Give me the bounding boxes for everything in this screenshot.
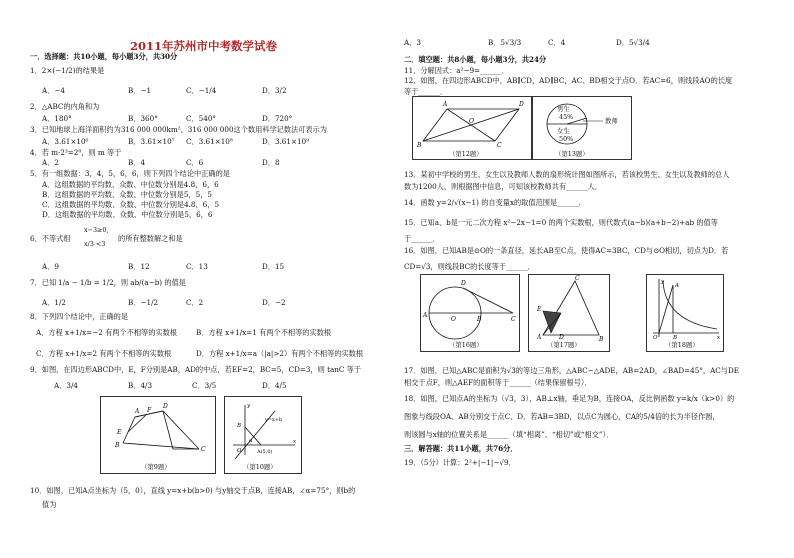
- svg-text:O: O: [469, 118, 474, 125]
- svg-text:C: C: [201, 446, 206, 453]
- question-16-line-1: 16．如图，已知AB是⊙O的一条直径，延长AB至C点，使得AC=3BC，CD与⊙O相切，切点为D．若: [404, 246, 729, 255]
- svg-text:O: O: [237, 448, 242, 454]
- question-12-line-1: 12．如图，在四边形ABCD中，AB∥CD，AD∥BC，AC、BD相交于点O．若AC=6，则线段AO的长度: [404, 76, 733, 85]
- figure-16-frame: [420, 274, 520, 352]
- section-1-heading: 一．选择题：共10小题，每小题3分，共30分: [30, 52, 178, 61]
- q6-option-c: C．13: [186, 262, 208, 271]
- pie-pct-girls: 50%: [559, 135, 574, 143]
- question-18-line-2: 图象与线段OA、AB分别交于点C、D．若AB=3BD，以点C为圆心，CA的5/4倍的长为半径作圆，: [404, 412, 720, 421]
- q4-option-c: C．6: [186, 158, 204, 167]
- svg-text:A: A: [537, 334, 542, 341]
- q3-option-d: D．3.61×10⁹: [262, 137, 310, 146]
- figure-16-caption: （第16题）: [449, 341, 483, 349]
- q10-option-b: B．5√3/3: [488, 38, 522, 47]
- question-14: 14．函数 y=2/√(x−1) 的自变量x的取值范围是______．: [404, 198, 586, 207]
- question-4: 4．若 m·2³=2⁸，则 m 等于: [30, 148, 122, 157]
- q7-option-d: D．−2: [262, 298, 286, 307]
- q8-option-c: C．方程 x+1/x=2 有两个不相等的实数根: [36, 349, 172, 358]
- figure-10-frame: [224, 396, 302, 474]
- svg-text:y: y: [247, 403, 251, 409]
- q6-inequality-2: x/3 <3: [84, 240, 106, 248]
- svg-text:E: E: [117, 429, 122, 436]
- q3-option-a: A．3.61×10⁶: [42, 137, 89, 146]
- svg-text:x: x: [293, 439, 297, 445]
- q1-option-b: B．−1: [128, 86, 152, 95]
- question-10-line-2: 值为: [42, 500, 57, 509]
- svg-text:O: O: [451, 316, 456, 323]
- svg-text:A(5,0): A(5,0): [257, 449, 273, 455]
- q1-option-c: C．−1/4: [186, 86, 217, 95]
- question-2: 2．△ABC的内角和为: [30, 102, 100, 111]
- q9-option-b: B．4/3: [128, 381, 153, 390]
- svg-text:y: y: [661, 279, 665, 285]
- q6-option-d: D．15: [262, 262, 285, 271]
- q4-option-a: A．2: [42, 158, 59, 167]
- q6-option-b: B．12: [128, 262, 150, 271]
- figure-17-frame: [528, 274, 610, 352]
- question-6: 6．不等式组: [30, 234, 71, 243]
- figure-17-caption: （第17题）: [547, 341, 581, 349]
- q5-option-d: D．这组数据的平均数、众数、中位数分别是5，6，6: [42, 210, 213, 219]
- svg-text:B: B: [115, 442, 120, 449]
- svg-text:A: A: [135, 408, 140, 415]
- q1-option-a: A．−4: [42, 86, 65, 95]
- svg-text:C: C: [575, 275, 580, 282]
- figure-9-quadrilateral: [101, 397, 215, 473]
- q9-option-c: C．3/5: [192, 381, 217, 390]
- svg-text:E: E: [537, 306, 542, 313]
- svg-text:B: B: [673, 335, 678, 341]
- svg-text:B: B: [599, 336, 604, 343]
- q6-tail: 的所有整数解之和是: [118, 234, 183, 243]
- q7-option-b: B．−1/2: [128, 298, 159, 307]
- figure-13-caption: （第13题）: [555, 150, 589, 158]
- svg-text:y=x+b: y=x+b: [265, 417, 283, 423]
- question-15-line-1: 15．已知a、b是一元二次方程 x²−2x−1=0 的两个实数根，则代数式(a−b)(a+b−2)+ab 的值等: [404, 218, 718, 227]
- q8-option-b: B．方程 x+1/x=1 有两个不相等的实数根: [196, 328, 332, 337]
- figure-10-coordinate-plot: [225, 397, 301, 473]
- q1-option-d: D．3/2: [262, 86, 287, 95]
- svg-text:O: O: [653, 335, 658, 341]
- figure-10-caption: （第10题）: [243, 463, 277, 471]
- figure-16-circle-tangent: [421, 275, 519, 351]
- question-9: 9．如图，在四边形ABCD中，E，F分别是AB，AD的中点，若EF=2，BC=5，CD=3，则 tanC 等于: [30, 365, 362, 374]
- pie-label-boys: 男生: [557, 105, 570, 113]
- question-11: 11．分解因式：a²−9=______．: [404, 66, 509, 75]
- q7-option-a: A．1/2: [42, 298, 66, 307]
- question-12-line-2: 等于______．: [404, 87, 448, 96]
- figure-12-frame: [412, 96, 532, 160]
- svg-text:A: A: [675, 283, 679, 289]
- question-13-line-2: 数为1200人，则根据图中信息，可知该校教师共有______人．: [404, 182, 602, 191]
- question-16-line-2: CD=√3，则线段BC的长度等于______．: [404, 262, 535, 271]
- q4-option-d: D．8: [262, 158, 280, 167]
- q9-option-d: D．4/5: [262, 381, 287, 390]
- svg-text:D: D: [163, 403, 168, 410]
- q6-option-a: A．9: [42, 262, 59, 271]
- svg-text:B: B: [417, 142, 422, 149]
- section-2-heading: 二．填空题：共8小题，每小题3分，共24分: [404, 55, 547, 64]
- svg-text:α: α: [249, 438, 253, 444]
- pie-label-teachers: 教师: [605, 117, 618, 125]
- q10-option-c: C．4: [548, 38, 566, 47]
- q9-option-a: A．3/4: [54, 381, 78, 390]
- question-15-line-2: 于______．: [404, 234, 440, 243]
- q5-option-b: B．这组数据的平均数、众数、中位数分别是5，5，5: [42, 190, 212, 199]
- question-3: 3．已知地球上海洋面积约为316 000 000km²，316 000 000这个数用科学记数法可表示为: [30, 125, 327, 134]
- figure-18-frame: [646, 274, 724, 352]
- pie-pct-boys: 45%: [559, 113, 574, 121]
- question-19: 19．（5分）计算：2²+|−1|−√9．: [404, 458, 516, 467]
- section-3-heading: 三．解答题：共11小题，共76分．: [404, 444, 518, 453]
- q8-option-d: D．方程 x+1/x=a（|a|>2）有两个不相等的实数根: [196, 349, 364, 358]
- q7-option-c: C．2: [186, 298, 204, 307]
- figure-9-caption: （第9题）: [141, 463, 171, 471]
- q10-option-d: D．5√3/4: [616, 38, 650, 47]
- question-18-line-3: 则该圆与x轴的位置关系是______（填“相离”、“相切”或“相交”）．: [404, 430, 614, 439]
- question-18-line-1: 18．如图，已知点A的坐标为（√3，3），AB⊥x轴，垂足为B，连接OA，反比例函数 y=k/x（k>0）的: [404, 394, 735, 403]
- q6-inequality-1: x−3≥0,: [84, 226, 109, 234]
- question-5: 5．有一组数据：3，4，5，6，6，则下列四个结论中正确的是: [30, 169, 230, 178]
- figure-17-triangles: [529, 275, 609, 351]
- pie-label-girls: 女生: [557, 127, 570, 135]
- svg-text:B: B: [477, 316, 482, 323]
- q3-option-c: C．3.61×10⁸: [186, 137, 233, 146]
- question-1: 1．2×(−1/2)的结果是: [30, 66, 105, 75]
- svg-text:A: A: [443, 101, 448, 108]
- figure-9-frame: [100, 396, 216, 474]
- q2-option-c: C．540°: [186, 114, 216, 123]
- q3-option-b: B．3.61×10⁷: [128, 137, 175, 146]
- q2-option-b: B．360°: [128, 114, 158, 123]
- svg-text:A: A: [423, 312, 428, 319]
- svg-text:D: D: [559, 334, 564, 341]
- figure-12-caption: （第12题）: [449, 150, 483, 158]
- figure-18-hyperbola: [647, 275, 723, 351]
- q2-option-a: A．180°: [42, 114, 72, 123]
- question-8: 8．下列四个结论中，正确的是: [30, 312, 129, 321]
- question-7: 7．已知: [30, 278, 57, 287]
- q8-option-a: A．方程 x+1/x=−2 有两个不相等的实数根: [36, 328, 177, 337]
- figure-13-frame: [532, 96, 632, 160]
- svg-text:D: D: [519, 101, 524, 108]
- page-title: 2011年苏州市中考数学试卷: [130, 39, 278, 53]
- q4-option-b: B．4: [128, 158, 146, 167]
- q5-option-c: C．这组数据的平均数、众数、中位数分别是4.8，6，5: [42, 200, 220, 209]
- q7-equation: 1/a − 1/b = 1/2，则 ab/(a−b) 的值是: [58, 278, 186, 287]
- svg-text:B: B: [237, 423, 242, 429]
- question-10-line-1: 10．如图，已知A点坐标为（5，0），直线 y=x+b(b>0) 与y轴交于点B，连接AB，∠α=75°，则b的: [30, 486, 356, 495]
- svg-text:C: C: [511, 316, 516, 323]
- svg-text:x: x: [717, 335, 721, 341]
- svg-text:C: C: [497, 142, 502, 149]
- question-17-line-2: 相交于点F，则△AEF的面积等于______（结果保留根号）．: [404, 378, 592, 387]
- q5-option-a: A．这组数据的平均数、众数、中位数分别是4.8，6，6: [42, 180, 219, 189]
- q2-option-d: D．720°: [262, 114, 293, 123]
- svg-text:D: D: [461, 280, 466, 287]
- figure-18-caption: （第18题）: [665, 341, 699, 349]
- q10-option-a: A．3: [404, 38, 421, 47]
- question-13-line-1: 13．某初中学校的男生、女生以及教师人数的扇形统计图如图所示，若该校男生、女生以及教师的总人: [404, 170, 730, 179]
- svg-text:F: F: [147, 407, 152, 414]
- question-17-line-1: 17．如图，已知△ABC是面积为√3的等边三角形，△ABC∽△ADE，AB=2AD，∠BAD=45°，AC与DE: [404, 366, 739, 375]
